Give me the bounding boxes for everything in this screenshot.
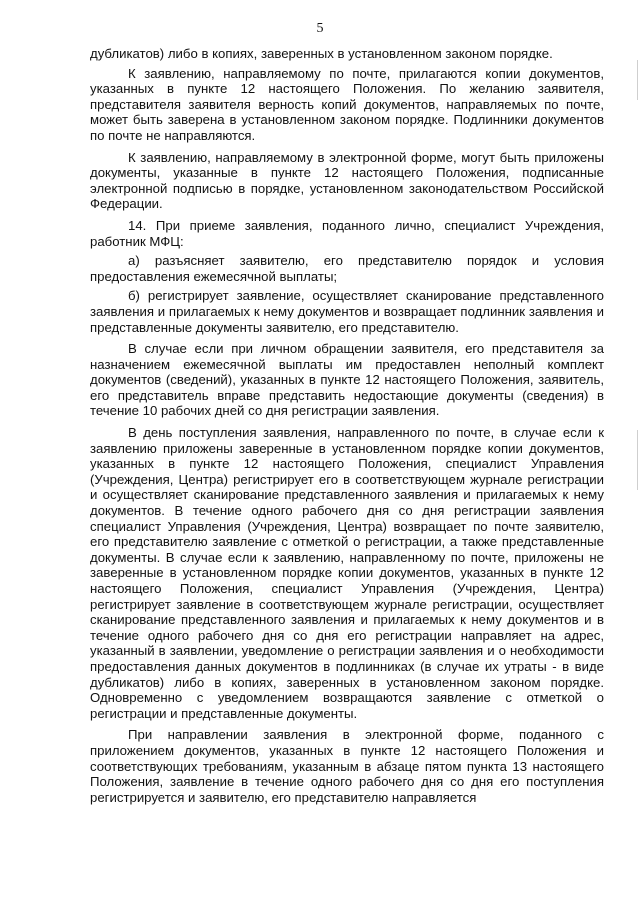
paragraph-subitem-a: а) разъясняет заявителю, его представителю порядок и условия предоставления ежемесячной выплаты;	[90, 253, 604, 284]
paragraph-item-14: 14. При приеме заявления, поданного лично, специалист Учреждения, работник МФЦ:	[90, 217, 604, 249]
document-body	[90, 46, 604, 811]
page-number: 5	[316, 21, 324, 36]
paragraph-mail-receipt: В день поступления заявления, направленного по почте, в случае если к заявлению приложены заверенные в установленном порядке копии документов, указанных в пункте 12 настоящего Положения, специалист Управления (Учреждения, Центра) регистрирует его в соответствующем журнале регистрации и осуществляет сканирование представленного заявления и прилагаемых к нему документов. В течение одного рабочего дня со дня регистрации заявления специалист Управления (Учреждения, Центра) возвращает по почте заявителю, его представителю заявление с отметкой о регистрации, а также представленные документы. В случае если к заявлению, направленному по почте, приложены не заверенные в установленном порядке копии документов, указанных в пункте 12 настоящего Положения, специалист Управления (Учреждения, Центра) регистрирует заявление в соответствующем журнале регистрации, осуществляет сканирование представленного заявления и прилагаемых к нему документов и в течение одного рабочего дня со дня его регистрации направляет на адрес, указанный в заявлении, уведомление о регистрации заявления и о необходимости предоставления данных документов в подлинниках (в случае их утраты - в виде дубликатов) либо в копиях, заверенных в установленном законом порядке. Одновременно с уведомлением возвращаются заявление с отметкой о регистрации и представленные документы.	[90, 425, 604, 721]
paragraph-mail-copies: К заявлению, направляемому по почте, прилагаются копии документов, указанных в пункте 12 настоящего Положения. По желанию заявителя, представителя заявителя верность копий документов, направляемых по почте, может быть заверена в установленном законом порядке. Подлинники документов по почте не направляются.	[90, 65, 604, 143]
paragraph-incomplete-documents: В случае если при личном обращении заявителя, его представителя за назначением ежемесячной выплаты им предоставлен неполный комплект документов (сведений), указанных в пункте 12 настоящего Положения, заявитель, его представитель вправе представить недостающие документы (сведения) в течение 10 рабочих дней со дня регистрации заявления.	[90, 341, 604, 419]
paragraph-electronic-form: К заявлению, направляемому в электронной форме, могут быть приложены документы, указанные в пункте 12 настоящего Положения, подписанные электронной подписью в порядке, установленном законодательством Российской Федерации.	[90, 149, 604, 212]
scan-edge-mark	[637, 430, 638, 490]
paragraph-electronic-submission: При направлении заявления в электронной форме, поданного с приложением документов, указанных в пункте 12 настоящего Положения и соответствующих требованиям, указанным в абзаце пятом пункта 13 настоящего Положения, заявление в течение одного рабочего дня со дня его поступления регистрируется и заявителю, его представителю направляется	[90, 727, 604, 805]
scan-edge-mark	[637, 60, 638, 100]
paragraph-continuation: дубликатов) либо в копиях, заверенных в установленном законом порядке.	[90, 46, 553, 61]
paragraph-subitem-b: б) регистрирует заявление, осуществляет сканирование представленного заявления и прилагаемых к нему документов и возвращает подлинник заявления и представленные документы заявителю, его представителю.	[90, 288, 604, 335]
